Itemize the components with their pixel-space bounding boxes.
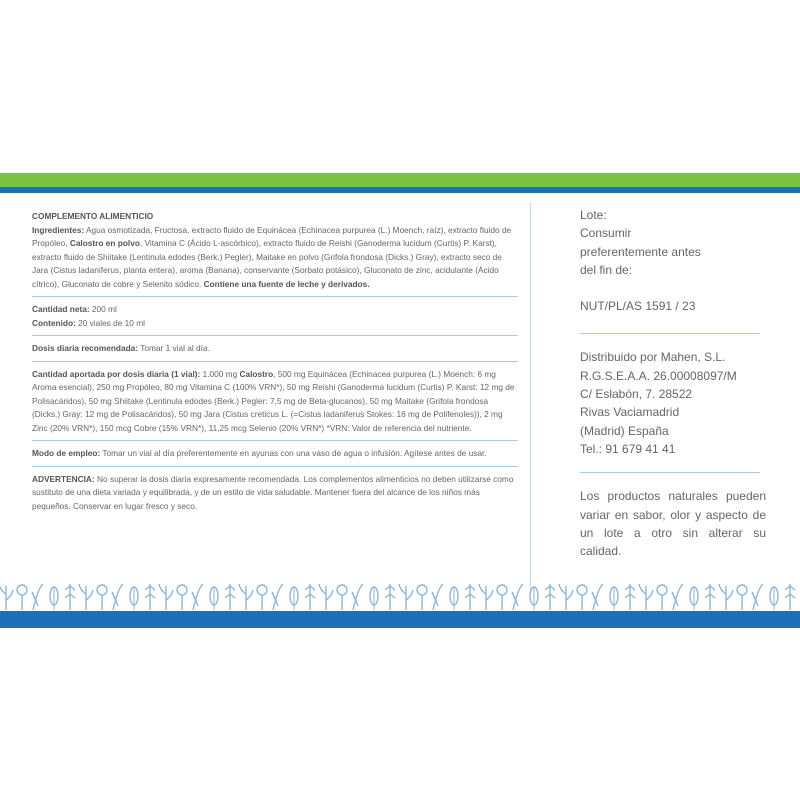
usage-label: Modo de empleo: bbox=[32, 448, 101, 458]
distributor-line-4: Rivas Vaciamadrid bbox=[580, 405, 680, 420]
natural-products-note: Los productos naturales pueden variar en sabor, olor y aspecto de un lote a otro sin alterar su calidad. bbox=[580, 489, 766, 559]
net-label: Cantidad neta: bbox=[32, 304, 90, 314]
distributor-line-3: C/ Eslabón, 7. 28522 bbox=[580, 387, 693, 402]
warning-value: No superar la dosis diaria expresamente recomendada. Los complementos alimenticios no deben utilizarse como sustituto de una dieta variada y equilibrada, y de un estilo de vida saludable. Mantener fuera del alcance de los niños más pequeños. Conservar en lugar fresco y seco. bbox=[32, 473, 514, 511]
divider bbox=[580, 333, 760, 334]
divider bbox=[32, 335, 518, 336]
ingredients-label: Ingredientes: bbox=[32, 224, 85, 235]
warning bbox=[32, 473, 518, 514]
ingredients-bold-1: Calostro en polvo bbox=[69, 238, 140, 248]
amount-bold: Calostro bbox=[239, 368, 274, 379]
label-right-column bbox=[580, 206, 766, 560]
amount-label: Cantidad aportada por dosis diaria (1 vial): bbox=[32, 368, 201, 379]
top-blue-stripe bbox=[0, 187, 800, 193]
distributor-line-5: (Madrid) España bbox=[580, 423, 669, 438]
content bbox=[32, 317, 518, 331]
dose-value: Tomar 1 vial al día. bbox=[138, 343, 210, 353]
divider bbox=[32, 296, 518, 297]
amount-text-2: , 500 mg Equinácea (Echinacea purpurea (L.) Moench: 6 mg Aroma esencial), 250 mg Propóleo, 80 mg Vitamina C (100% VRN*), 50 mg Reishi (Ganoderma lucidum (Curtis) P. Karst: 12 mg de Polisacáridos), 50 mg Shiitake (Lentinula edodes (Berk.) Pegler: 7,5 mg de Beta-glucanos), 50 mg Maitake (Grifola frondosa (Dicks.) Gray: 12 mg de Polisacáridos), 50 mg Jara (Cistus creticus L. (=Cistus ladaniferus Stokes: 16 mg de Polifenoles)), 2 mg Zinc (20% VRN*), 150 mcg Cobre (15% VRN*), 11,25 mcg Selenio (20% VRN*) *VRN: Valor de referencia del nutriente. bbox=[32, 368, 515, 433]
lot: Lote: bbox=[580, 208, 607, 222]
column-divider bbox=[530, 202, 531, 592]
usage bbox=[32, 447, 518, 461]
warning-label: ADVERTENCIA: bbox=[32, 473, 95, 484]
botanical-plant-icons bbox=[0, 576, 800, 612]
distributor-line-2: R.G.S.E.A.A. 26.00008097/M bbox=[580, 368, 737, 383]
net-quantity bbox=[32, 303, 518, 317]
dose-label: Dosis diaria recomendada: bbox=[32, 343, 139, 353]
amount-per-dose bbox=[32, 368, 518, 436]
distributor-line-6: Tel.: 91 679 41 41 bbox=[580, 441, 676, 456]
top-green-stripe bbox=[0, 173, 800, 187]
divider bbox=[580, 472, 760, 473]
best-before-line-1: Consumir bbox=[580, 226, 632, 241]
label-left-column bbox=[32, 210, 518, 513]
ingredients-text-2: , Vitamina C (Ácido L-ascórbico), extracto fluido de Reishi (Ganoderma lucidum (Curtis) P. Karst), extracto fluido de Shiitake (Lentinula edodes (Berk.) Pegler), Maitake en polvo (Grifola frondosa (Dicks.) Gray), extracto seco de Jara (Cistus ladaniferus, planta entera), aroma (Banana), conservante (Sorbato potásico), Gluconato de zinc, acidulante (Ácido cítrico), Gluconato de cobre y Selenito sódico. bbox=[32, 238, 502, 289]
divider bbox=[32, 466, 518, 467]
content-value: 20 viales de 10 ml bbox=[75, 317, 145, 328]
usage-value: Tomar un vial al día preferentemente en ayunas con una vaso de agua o infusión. Agítese antes de usar. bbox=[100, 448, 487, 458]
ingredients-text-1: Agua osmotizada, Fructosa, extracto fluido de Equinácea (Echinacea purpurea (L.) Moench, raíz), extracto fluido de Propóleo, bbox=[32, 224, 512, 248]
daily-dose bbox=[32, 342, 518, 356]
best-before-line-3: del fin de: bbox=[580, 262, 633, 277]
ingredients-bold-2: Contiene una fuente de leche y derivados. bbox=[203, 278, 370, 289]
best-before-line-2: preferentemente antes bbox=[580, 244, 701, 259]
net-value: 200 ml bbox=[89, 304, 117, 314]
bottom-blue-stripe bbox=[0, 611, 800, 628]
divider bbox=[32, 361, 518, 362]
registration-number: NUT/PL/AS 1591 / 23 bbox=[580, 299, 696, 314]
ingredients-paragraph bbox=[32, 224, 518, 292]
product-type-title: COMPLEMENTO ALIMENTICIO bbox=[32, 211, 154, 221]
content-label: Contenido: bbox=[32, 317, 76, 328]
amount-text-1: 1.000 mg bbox=[200, 368, 240, 379]
distributor-line-1: Distribuido por Mahen, S.L. bbox=[580, 350, 726, 365]
divider bbox=[32, 440, 518, 441]
